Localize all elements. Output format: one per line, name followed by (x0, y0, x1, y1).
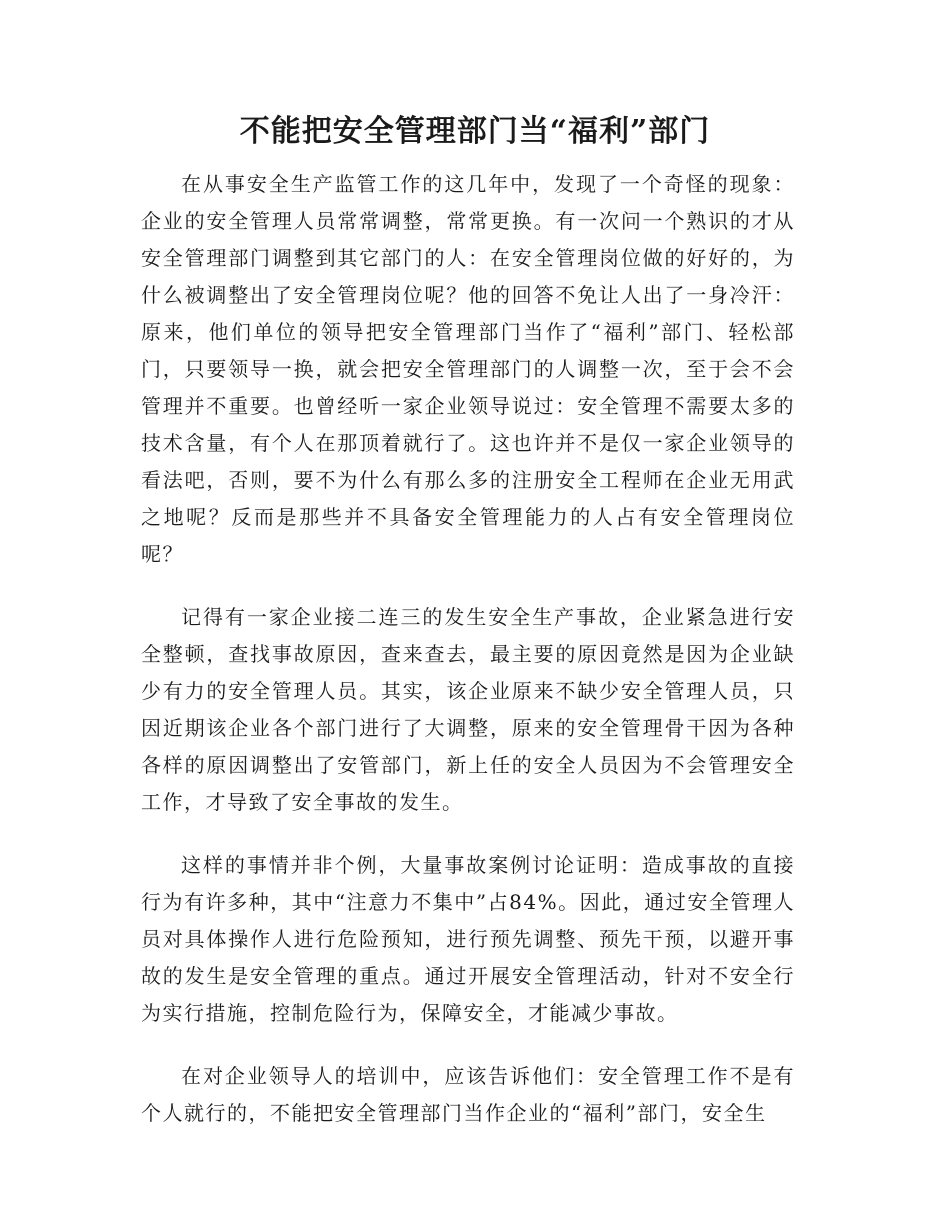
paragraph-3: 这样的事情并非个例，大量事故案例讨论证明：造成事故的直接行为有许多种，其中“注意力不集中”占84%。因此，通过安全管理人员对具体操作人进行危险预知，进行预先调整、预先干预，以避开事故的发生是安全管理的重点。通过开展安全管理活动，针对不安全行为实行措施，控制危险行为，保障安全，才能减少事故。 (141, 853, 795, 1025)
paragraph-4: 在对企业领导人的培训中，应该告诉他们：安全管理工作不是有个人就行的，不能把安全管理部门当作企业的“福利”部门，安全生 (141, 1064, 795, 1125)
document-body (141, 166, 795, 1158)
document-title: 不能把安全管理部门当“福利”部门 (239, 114, 711, 149)
paragraph-2: 记得有一家企业接二连三的发生安全生产事故，企业紧急进行安全整顿，查找事故原因，查来查去，最主要的原因竟然是因为企业缺少有力的安全管理人员。其实，该企业原来不缺少安全管理人员，只因近期该企业各个部门进行了大调整，原来的安全管理骨干因为各种各样的原因调整出了安管部门，新上任的安全人员因为不会管理安全工作，才导致了安全事故的发生。 (141, 605, 795, 814)
paragraph-1: 在从事安全生产监管工作的这几年中，发现了一个奇怪的现象：企业的安全管理人员常常调整，常常更换。有一次问一个熟识的才从安全管理部门调整到其它部门的人：在安全管理岗位做的好好的，为什么被调整出了安全管理岗位呢？他的回答不免让人出了一身冷汗：原来，他们单位的领导把安全管理部门当作了“福利”部门、轻松部门，只要领导一换，就会把安全管理部门的人调整一次，至于会不会管理并不重要。也曾经听一家企业领导说过：安全管理不需要太多的技术含量，有个人在那顶着就行了。这也许并不是仅一家企业领导的看法吧，否则，要不为什么有那么多的注册安全工程师在企业无用武之地呢？反而是那些并不具备安全管理能力的人占有安全管理岗位呢？ (141, 172, 795, 566)
